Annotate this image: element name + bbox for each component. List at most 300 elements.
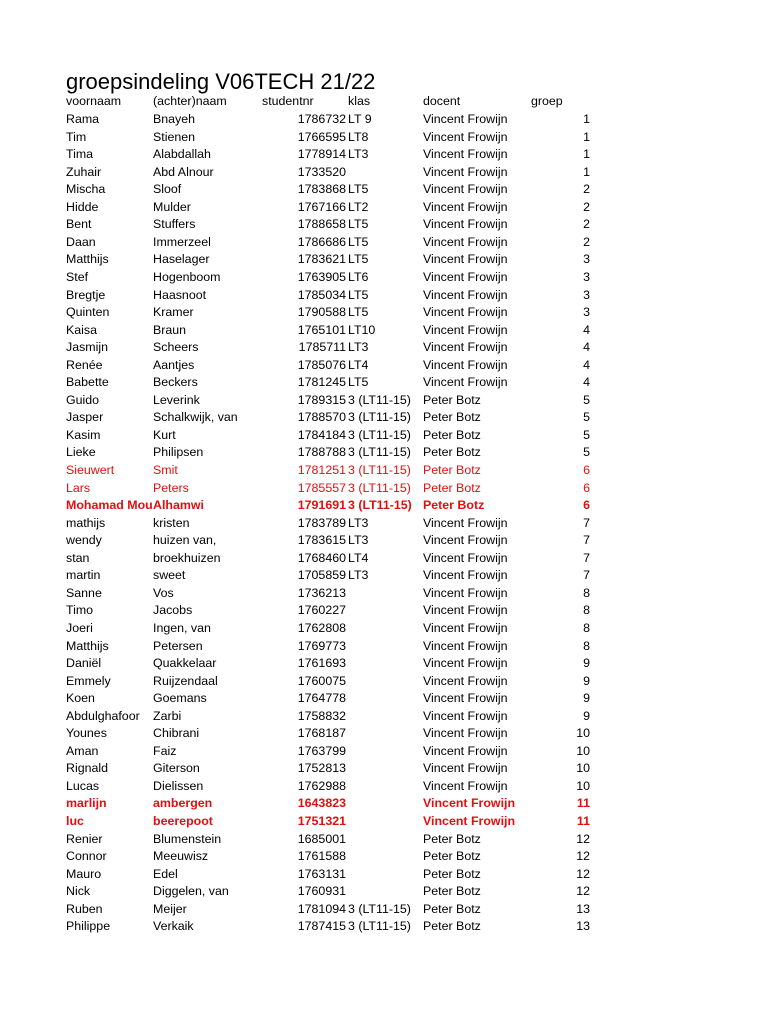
cell-klas: 3 (LT11-15)	[348, 427, 411, 442]
cell-voornaam: martin	[66, 568, 101, 583]
cell-groep: 12	[576, 866, 590, 881]
cell-studentnr: 1685001	[297, 831, 346, 846]
cell-docent: Vincent Frowijn	[423, 252, 508, 267]
cell-docent: Vincent Frowijn	[423, 533, 508, 548]
cell-voornaam: Koen	[66, 691, 95, 706]
table-row	[0, 690, 768, 708]
cell-studentnr: 1785076	[297, 357, 346, 372]
cell-studentnr: 1768187	[297, 726, 346, 741]
cell-klas: LT4	[348, 357, 369, 372]
cell-voornaam: Tim	[66, 129, 87, 144]
cell-klas: LT5	[348, 182, 369, 197]
table-row	[0, 655, 768, 673]
cell-voornaam: Bregtje	[66, 287, 106, 302]
cell-studentnr: 1781251	[297, 463, 346, 477]
cell-achternaam: Dielissen	[153, 778, 204, 793]
cell-achternaam: Leverink	[153, 392, 200, 407]
cell-studentnr: 1705859	[297, 568, 346, 583]
cell-voornaam: Renée	[66, 357, 103, 372]
cell-studentnr: 1783615	[297, 533, 346, 548]
cell-voornaam: Younes	[66, 726, 107, 741]
cell-klas: LT5	[348, 305, 369, 320]
cell-docent: Vincent Frowijn	[423, 761, 508, 776]
table-row	[0, 602, 768, 620]
cell-studentnr: 1733520	[297, 164, 346, 179]
cell-studentnr: 1760227	[297, 603, 346, 618]
cell-voornaam: Jasmijn	[66, 340, 108, 355]
cell-voornaam: Lars	[66, 480, 91, 495]
cell-studentnr: 1762808	[297, 620, 346, 635]
cell-studentnr: 1786732	[297, 112, 346, 126]
cell-voornaam: Matthijs	[66, 252, 109, 267]
cell-docent: Peter Botz	[423, 498, 485, 513]
cell-groep: 10	[576, 743, 590, 758]
cell-groep: 11	[576, 796, 590, 811]
cell-groep: 1	[583, 147, 590, 162]
cell-klas: LT2	[348, 199, 369, 214]
cell-docent: Vincent Frowijn	[423, 708, 508, 723]
cell-achternaam: Chibrani	[153, 726, 200, 741]
cell-achternaam: Abd Alnour	[153, 164, 214, 179]
cell-studentnr: 1762988	[297, 778, 346, 793]
table-row	[0, 918, 768, 936]
cell-studentnr: 1767166	[297, 199, 346, 214]
cell-docent: Vincent Frowijn	[423, 726, 508, 741]
cell-achternaam: Scheers	[153, 340, 199, 355]
cell-voornaam: Aman	[66, 743, 99, 758]
cell-groep: 2	[583, 234, 590, 249]
table-row	[0, 883, 768, 901]
cell-klas: 3 (LT11-15)	[348, 392, 411, 407]
cell-achternaam: Ingen, van	[153, 620, 211, 635]
cell-docent: Vincent Frowijn	[423, 814, 516, 828]
table-row	[0, 146, 768, 164]
cell-klas: LT3	[348, 515, 369, 530]
cell-klas: 3 (LT11-15)	[348, 410, 411, 425]
cell-achternaam: Zarbi	[153, 708, 182, 723]
cell-groep: 9	[583, 656, 590, 671]
cell-docent: Vincent Frowijn	[423, 287, 508, 302]
cell-groep: 10	[576, 778, 590, 793]
cell-voornaam: Matthijs	[66, 638, 109, 653]
cell-studentnr: 1763131	[297, 866, 346, 881]
cell-studentnr: 1761693	[297, 656, 346, 671]
cell-docent: Peter Botz	[423, 463, 481, 477]
cell-achternaam: Meeuwisz	[153, 849, 209, 864]
cell-studentnr: 1791691	[297, 498, 346, 513]
cell-studentnr: 1752813	[297, 761, 346, 776]
cell-klas: LT8	[348, 129, 369, 144]
cell-voornaam: Lieke	[66, 445, 96, 460]
cell-docent: Peter Botz	[423, 831, 481, 846]
cell-groep: 13	[576, 901, 590, 916]
cell-voornaam: Hidde	[66, 199, 99, 214]
table-row	[0, 427, 768, 445]
cell-achternaam: Beckers	[153, 375, 198, 390]
cell-groep: 9	[583, 691, 590, 706]
cell-voornaam: Mauro	[66, 866, 102, 881]
cell-studentnr: 1763905	[297, 269, 346, 284]
cell-docent: Vincent Frowijn	[423, 217, 508, 232]
cell-voornaam: marlijn	[66, 796, 107, 811]
cell-achternaam: Alhamwi	[153, 498, 204, 513]
cell-groep: 2	[583, 199, 590, 214]
cell-voornaam: Emmely	[66, 673, 111, 688]
cell-klas: 3 (LT11-15)	[348, 480, 411, 495]
table-row	[0, 620, 768, 638]
cell-klas: LT3	[348, 568, 369, 583]
table-row	[0, 111, 768, 129]
cell-docent: Vincent Frowijn	[423, 269, 508, 284]
cell-achternaam: Faiz	[153, 743, 177, 758]
cell-studentnr: 1760931	[297, 884, 346, 899]
cell-voornaam: Daniël	[66, 656, 102, 671]
cell-docent: Vincent Frowijn	[423, 234, 508, 249]
cell-groep: 3	[583, 287, 590, 302]
cell-studentnr: 1784184	[297, 427, 346, 442]
table-row	[0, 164, 768, 182]
cell-groep: 1	[583, 164, 590, 179]
cell-studentnr: 1760075	[297, 673, 346, 688]
cell-groep: 9	[583, 673, 590, 688]
cell-voornaam: Kasim	[66, 427, 101, 442]
cell-groep: 2	[583, 217, 590, 232]
cell-achternaam: Schalkwijk, van	[153, 410, 238, 425]
cell-studentnr: 1789315	[297, 392, 346, 407]
table-row	[0, 392, 768, 410]
cell-klas: LT3	[348, 533, 369, 548]
cell-studentnr: 1785034	[297, 287, 346, 302]
cell-studentnr: 1763799	[297, 743, 346, 758]
cell-groep: 2	[583, 182, 590, 197]
cell-studentnr: 1785711	[298, 340, 346, 355]
cell-groep: 11	[576, 814, 590, 828]
table-row	[0, 251, 768, 269]
cell-voornaam: Stef	[66, 269, 89, 284]
cell-voornaam: Sieuwert	[66, 463, 115, 477]
table-row	[0, 778, 768, 796]
cell-voornaam: Mischa	[66, 182, 106, 197]
cell-voornaam: Quinten	[66, 305, 110, 320]
cell-voornaam: Renier	[66, 831, 103, 846]
cell-achternaam: beerepoot	[153, 814, 213, 828]
cell-klas: 3 (LT11-15)	[348, 901, 411, 916]
cell-groep: 4	[583, 322, 590, 337]
cell-docent: Vincent Frowijn	[423, 656, 508, 671]
table-row	[0, 708, 768, 726]
cell-studentnr: 1758832	[297, 708, 346, 723]
cell-voornaam: Guido	[66, 392, 100, 407]
cell-docent: Peter Botz	[423, 849, 481, 864]
header-docent: docent	[423, 94, 461, 108]
cell-docent: Peter Botz	[423, 392, 481, 407]
cell-docent: Vincent Frowijn	[423, 340, 508, 355]
cell-voornaam: Mohamad Mou	[66, 498, 153, 513]
table-row	[0, 813, 768, 831]
cell-groep: 4	[583, 357, 590, 372]
cell-voornaam: luc	[66, 814, 84, 828]
header-studentnr: studentnr	[262, 94, 314, 108]
cell-studentnr: 1788788	[297, 445, 346, 460]
cell-docent: Vincent Frowijn	[423, 182, 508, 197]
table-row	[0, 129, 768, 147]
cell-studentnr: 1790588	[297, 305, 346, 320]
cell-groep: 5	[583, 392, 590, 407]
cell-achternaam: Immerzeel	[153, 234, 211, 249]
table-row	[0, 901, 768, 919]
cell-docent: Vincent Frowijn	[423, 620, 508, 635]
cell-studentnr: 1769773	[297, 638, 346, 653]
cell-docent: Peter Botz	[423, 919, 481, 934]
table-row	[0, 585, 768, 603]
cell-groep: 8	[583, 638, 590, 653]
header-voornaam: voornaam	[66, 94, 122, 108]
cell-voornaam: wendy	[66, 533, 102, 548]
table-row	[0, 339, 768, 357]
cell-docent: Vincent Frowijn	[423, 743, 508, 758]
cell-achternaam: Braun	[153, 322, 187, 337]
table-row	[0, 304, 768, 322]
cell-docent: Vincent Frowijn	[423, 585, 508, 600]
cell-achternaam: huizen van,	[153, 533, 217, 548]
cell-docent: Vincent Frowijn	[423, 112, 508, 126]
table-row	[0, 462, 768, 480]
cell-klas: 3 (LT11-15)	[348, 498, 412, 513]
cell-groep: 4	[583, 375, 590, 390]
cell-studentnr: 1766595	[297, 129, 346, 144]
cell-docent: Vincent Frowijn	[423, 673, 508, 688]
header-groep: groep	[531, 94, 563, 108]
cell-studentnr: 1761588	[297, 849, 346, 864]
table-row	[0, 199, 768, 217]
cell-voornaam: Zuhair	[66, 164, 102, 179]
cell-docent: Vincent Frowijn	[423, 357, 508, 372]
cell-voornaam: Lucas	[66, 778, 100, 793]
table-row	[0, 515, 768, 533]
cell-achternaam: Sloof	[153, 182, 182, 197]
cell-groep: 6	[583, 463, 590, 477]
cell-groep: 13	[576, 919, 590, 934]
cell-groep: 7	[583, 550, 590, 565]
cell-achternaam: Smit	[153, 463, 178, 477]
cell-groep: 12	[576, 831, 590, 846]
table-row	[0, 287, 768, 305]
cell-klas: LT5	[348, 287, 369, 302]
cell-achternaam: Vos	[153, 585, 174, 600]
table-row	[0, 234, 768, 252]
cell-docent: Peter Botz	[423, 866, 481, 881]
cell-achternaam: Verkaik	[153, 919, 194, 934]
cell-voornaam: Kaisa	[66, 322, 97, 337]
cell-studentnr: 1778914	[297, 147, 346, 162]
cell-docent: Vincent Frowijn	[423, 796, 516, 811]
cell-groep: 3	[583, 269, 590, 284]
cell-achternaam: Alabdallah	[153, 147, 211, 162]
cell-groep: 9	[583, 708, 590, 723]
cell-docent: Vincent Frowijn	[423, 515, 508, 530]
cell-achternaam: Haasnoot	[153, 287, 207, 302]
cell-achternaam: Jacobs	[153, 603, 193, 618]
cell-docent: Vincent Frowijn	[423, 568, 508, 583]
cell-voornaam: Bent	[66, 217, 92, 232]
cell-groep: 8	[583, 585, 590, 600]
table-row	[0, 760, 768, 778]
cell-studentnr: 1783789	[297, 515, 346, 530]
cell-klas: LT3	[348, 147, 369, 162]
table-row	[0, 673, 768, 691]
cell-achternaam: Peters	[153, 480, 189, 495]
cell-groep: 5	[583, 410, 590, 425]
cell-studentnr: 1781245	[297, 375, 346, 390]
cell-groep: 1	[583, 112, 590, 126]
cell-docent: Vincent Frowijn	[423, 638, 508, 653]
cell-klas: LT5	[348, 252, 369, 267]
cell-achternaam: Quakkelaar	[153, 656, 217, 671]
cell-achternaam: Giterson	[153, 761, 200, 776]
cell-achternaam: Petersen	[153, 638, 203, 653]
table-row	[0, 866, 768, 884]
cell-achternaam: Kurt	[153, 427, 176, 442]
cell-groep: 7	[583, 515, 590, 530]
cell-studentnr: 1785557	[297, 480, 346, 495]
table-row	[0, 848, 768, 866]
cell-klas: 3 (LT11-15)	[348, 463, 411, 477]
cell-studentnr: 1788658	[297, 217, 346, 232]
table-row	[0, 638, 768, 656]
cell-studentnr: 1764778	[297, 691, 346, 706]
cell-studentnr: 1786686	[297, 234, 346, 249]
cell-studentnr: 1781094	[297, 901, 346, 916]
cell-voornaam: mathijs	[66, 515, 106, 530]
cell-voornaam: Tima	[66, 147, 94, 162]
cell-klas: LT 9	[348, 112, 372, 126]
cell-klas: LT6	[348, 269, 369, 284]
cell-docent: Peter Botz	[423, 427, 481, 442]
cell-groep: 8	[583, 620, 590, 635]
table-row	[0, 357, 768, 375]
cell-klas: LT4	[348, 550, 369, 565]
cell-achternaam: Bnayeh	[153, 112, 196, 126]
cell-docent: Vincent Frowijn	[423, 778, 508, 793]
cell-voornaam: Jasper	[66, 410, 104, 425]
cell-voornaam: Rama	[66, 112, 100, 126]
cell-achternaam: Blumenstein	[153, 831, 222, 846]
cell-groep: 5	[583, 427, 590, 442]
cell-klas: LT3	[348, 340, 369, 355]
cell-docent: Peter Botz	[423, 410, 481, 425]
cell-achternaam: Mulder	[153, 199, 191, 214]
page-title: groepsindeling V06TECH 21/22	[66, 69, 376, 94]
cell-voornaam: Nick	[66, 884, 91, 899]
cell-studentnr: 1783621	[297, 252, 346, 267]
cell-studentnr: 1783868	[297, 182, 346, 197]
cell-studentnr: 1736213	[297, 585, 346, 600]
table-row	[0, 725, 768, 743]
table-row	[0, 269, 768, 287]
cell-docent: Vincent Frowijn	[423, 199, 508, 214]
cell-voornaam: Connor	[66, 849, 107, 864]
cell-studentnr: 1788570	[297, 410, 346, 425]
cell-voornaam: Babette	[66, 375, 109, 390]
cell-studentnr: 1643823	[297, 796, 346, 811]
cell-achternaam: Diggelen, van	[153, 884, 229, 899]
cell-klas: LT5	[348, 234, 369, 249]
cell-voornaam: Timo	[66, 603, 94, 618]
cell-docent: Peter Botz	[423, 901, 481, 916]
cell-voornaam: Philippe	[66, 919, 111, 934]
table-row	[0, 831, 768, 849]
table-row	[0, 567, 768, 585]
cell-groep: 10	[576, 761, 590, 776]
cell-achternaam: Edel	[153, 866, 178, 881]
cell-groep: 4	[583, 340, 590, 355]
cell-voornaam: stan	[66, 550, 90, 565]
cell-achternaam: Aantjes	[153, 357, 195, 372]
cell-docent: Vincent Frowijn	[423, 603, 508, 618]
cell-docent: Vincent Frowijn	[423, 129, 508, 144]
cell-achternaam: Goemans	[153, 691, 207, 706]
cell-groep: 3	[583, 305, 590, 320]
cell-groep: 7	[583, 568, 590, 583]
cell-achternaam: Meijer	[153, 901, 187, 916]
cell-achternaam: Hogenboom	[153, 269, 221, 284]
cell-docent: Vincent Frowijn	[423, 305, 508, 320]
cell-groep: 12	[576, 884, 590, 899]
cell-voornaam: Daan	[66, 234, 96, 249]
cell-groep: 7	[583, 533, 590, 548]
cell-achternaam: Kramer	[153, 305, 194, 320]
table-row	[0, 216, 768, 234]
table-row	[0, 743, 768, 761]
table-row	[0, 550, 768, 568]
cell-voornaam: Ruben	[66, 901, 103, 916]
table-row	[0, 497, 768, 515]
cell-studentnr: 1787415	[297, 919, 346, 934]
cell-klas: LT10	[348, 322, 376, 337]
table-row	[0, 532, 768, 550]
cell-achternaam: Philipsen	[153, 445, 204, 460]
header-klas: klas	[348, 94, 371, 108]
cell-achternaam: kristen	[153, 515, 190, 530]
cell-docent: Peter Botz	[423, 884, 481, 899]
cell-voornaam: Joeri	[66, 620, 93, 635]
cell-groep: 5	[583, 445, 590, 460]
cell-groep: 6	[583, 498, 590, 513]
cell-achternaam: Ruijzendaal	[153, 673, 218, 688]
cell-groep: 8	[583, 603, 590, 618]
cell-docent: Vincent Frowijn	[423, 550, 508, 565]
cell-docent: Vincent Frowijn	[423, 691, 508, 706]
cell-groep: 6	[583, 480, 590, 495]
cell-studentnr: 1765101	[297, 322, 346, 337]
cell-klas: 3 (LT11-15)	[348, 919, 411, 934]
cell-studentnr: 1768460	[297, 550, 346, 565]
cell-voornaam: Rignald	[66, 761, 109, 776]
cell-achternaam: sweet	[153, 568, 186, 583]
cell-voornaam: Sanne	[66, 585, 102, 600]
cell-docent: Vincent Frowijn	[423, 164, 508, 179]
cell-studentnr: 1751321	[297, 814, 346, 828]
table-row	[0, 409, 768, 427]
cell-voornaam: Abdulghafoor	[66, 708, 140, 723]
table-row	[0, 181, 768, 199]
cell-klas: LT5	[348, 375, 369, 390]
cell-groep: 12	[576, 849, 590, 864]
cell-klas: 3 (LT11-15)	[348, 445, 411, 460]
cell-docent: Peter Botz	[423, 445, 481, 460]
cell-klas: LT5	[348, 217, 369, 232]
cell-achternaam: broekhuizen	[153, 550, 221, 565]
